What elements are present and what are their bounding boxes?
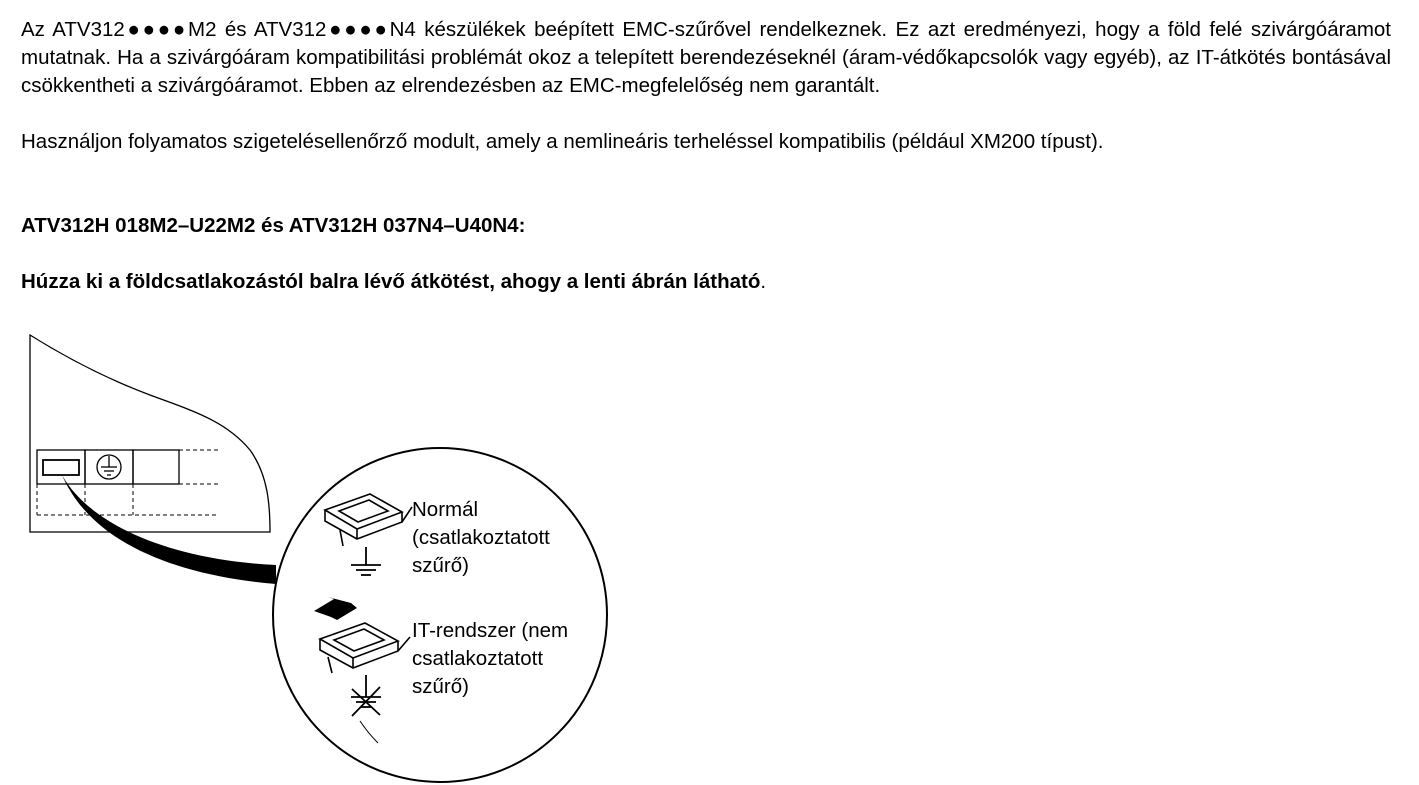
jumper-diagram (20, 325, 620, 785)
it-label-line-2: csatlakoztatott (412, 647, 544, 670)
monitor-note-paragraph: Használjon folyamatos szigetelésellenőrző modult, amely a nemlineáris terheléssel kompatibilis (például XM200 típust). (21, 130, 1104, 153)
instruction-paragraph (21, 268, 1391, 296)
it-label-line-1: IT-rendszer (nem (412, 619, 569, 642)
instruction-end-punct: . (760, 270, 767, 293)
jumper-terminal (43, 460, 79, 475)
instruction-bold-text: Húzza ki a földcsatlakozástól balra lévő átkötést, ahogy a lenti ábrán látható (21, 270, 761, 293)
normal-label-line-3: szűrő) (412, 554, 469, 577)
callout-pointer (62, 475, 276, 584)
normal-label-line-2: (csatlakoztatott (412, 526, 550, 549)
terminal-cell-jumper (37, 450, 85, 484)
section-heading: ATV312H 018M2–U22M2 és ATV312H 037N4–U40N4: (21, 214, 526, 237)
intro-paragraph: Az ATV312●●●●M2 és ATV312●●●●N4 készülékek beépített EMC-szűrővel rendelkeznek. Ez azt eredményezi, hogy a föld felé szivárgóáramot mutatnak. Ha a szivárgóáram kompatibilitási problémát okoz a telepített berendezéseknél (áram-védőkapcsolók vagy egyéb), az IT-átkötés bontásával csökkentheti a szivárgóáramot. Ebben az elrendezésben az EMC-megfelelőség nem garantált. (21, 18, 1391, 97)
drive-housing-outline (30, 335, 270, 532)
normal-label-line-1: Normál (412, 498, 479, 521)
terminal-cell-empty (133, 450, 179, 484)
it-label-line-3: szűrő) (412, 675, 469, 698)
